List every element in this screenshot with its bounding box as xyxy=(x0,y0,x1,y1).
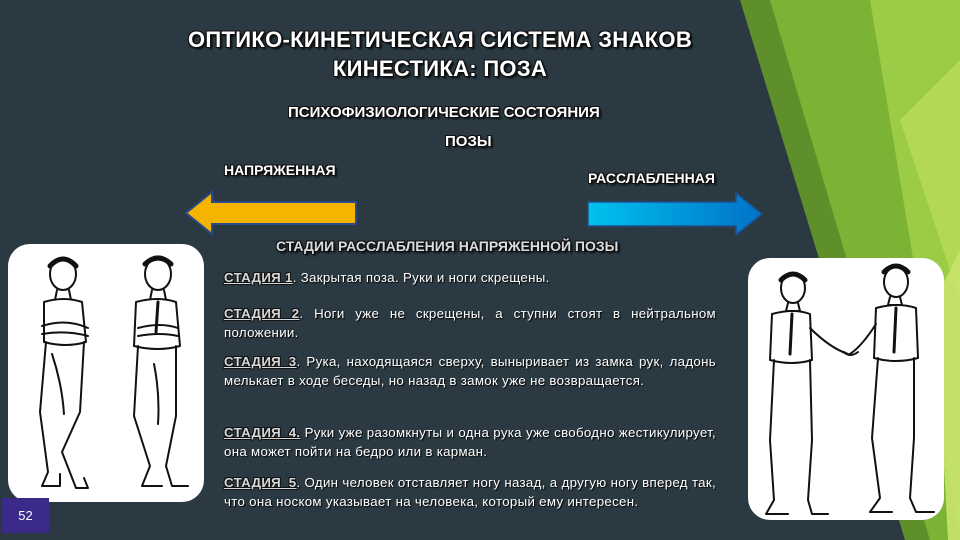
label-tense: НАПРЯЖЕННАЯ xyxy=(224,162,336,178)
stage-4 xyxy=(224,423,716,461)
subtitle-poses: ПОЗЫ xyxy=(445,133,492,150)
stage-5-label: СТАДИЯ_5 xyxy=(224,475,297,490)
illustration-handshake xyxy=(748,258,944,520)
stage-2 xyxy=(224,304,716,342)
two-men-standing-icon xyxy=(8,244,204,502)
subtitle-states: ПСИХОФИЗИОЛОГИЧЕСКИЕ СОСТОЯНИЯ xyxy=(288,104,600,121)
arrow-right-relaxed xyxy=(586,192,766,236)
stage-3-text: . Рука, находящаяся сверху, выныривает из замка рук, ладонь мелькает в ходе беседы, но назад в замок уже не возвращается. xyxy=(224,354,716,388)
illustration-closed-pose xyxy=(8,244,204,502)
stage-1-text: . Закрытая поза. Руки и ноги скрещены. xyxy=(292,270,550,285)
stage-4-text: Руки уже разомкнуты и одна рука уже свободно жестикулирует, она может пойти на бедро или в карман. xyxy=(224,425,716,459)
slide-title-line-2: КИНЕСТИКА: ПОЗА xyxy=(332,56,548,81)
stage-2-text: . Ноги уже не скрещены, а ступни стоят в нейтральном положении. xyxy=(224,306,716,340)
page-number: 52 xyxy=(2,498,49,533)
stage-2-label: СТАДИЯ 2 xyxy=(224,306,300,321)
stage-1 xyxy=(224,268,716,287)
stage-5 xyxy=(224,473,716,511)
stage-1-label: СТАДИЯ 1 xyxy=(224,270,293,285)
slide-title-line-1: ОПТИКО-КИНЕТИЧЕСКАЯ СИСТЕМА ЗНАКОВ xyxy=(187,27,693,52)
handshake-icon xyxy=(748,258,944,520)
stage-3 xyxy=(224,352,716,390)
stages-header: СТАДИИ РАССЛАБЛЕНИЯ НАПРЯЖЕННОЙ ПОЗЫ xyxy=(276,238,619,254)
stage-5-text: . Один человек отставляет ногу назад, а другую ногу вперед так, что она носком указывает на человека, который ему интересен. xyxy=(224,475,716,509)
label-relaxed: РАССЛАБЛЕННАЯ xyxy=(588,170,715,186)
arrow-left-tense xyxy=(184,190,360,236)
stage-4-label: СТАДИЯ_4. xyxy=(224,425,301,440)
stage-3-label: СТАДИЯ_3 xyxy=(224,354,297,369)
